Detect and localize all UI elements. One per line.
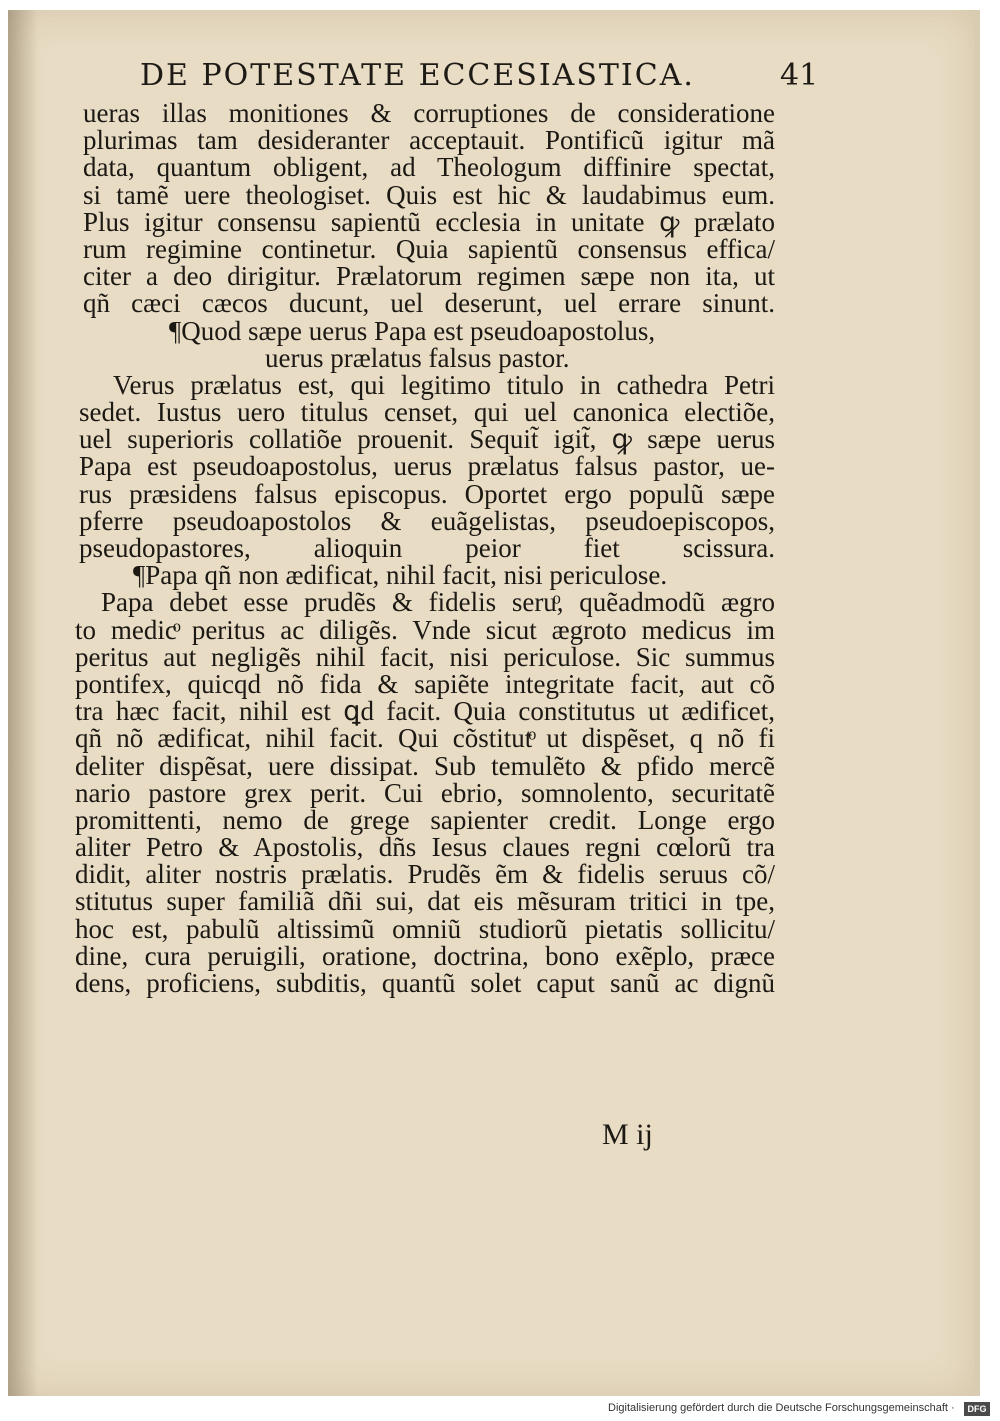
text-line: aliter Petro & Apostolis, dñs Iesus claues regni cœlorũ tra	[75, 832, 775, 863]
section-heading-line: ¶Quod sæpe uerus Papa est pseudoapostolus,	[169, 315, 656, 346]
text-line: dine, cura peruigili, oratione, doctrina, bono exẽplo, præce	[75, 940, 775, 971]
text-line: qñ cæci cæcos ducunt, uel deserunt, uel errare sinunt.	[83, 288, 775, 319]
running-head	[140, 58, 940, 98]
text-line: si tamẽ uere theologiset. Quis est hic & laudabimus eum.	[83, 179, 775, 210]
dfg-logo-badge: DFG	[964, 1402, 990, 1416]
signature-mark: M ij	[602, 1118, 653, 1151]
text-line: peritus aut negligẽs nihil facit, nisi periculose. Sic summus	[75, 641, 775, 672]
text-line: deliter dispẽsat, uere dissipat. Sub temulẽto & pfido mercẽ	[75, 750, 775, 781]
text-line: sedet. Iustus uero titulus censet, qui uel canonica electiõe,	[79, 397, 775, 428]
digitization-credit: Digitalisierung gefördert durch die Deutsche Forschungsgemeinschaft ·	[608, 1402, 955, 1414]
text-line: dens, proficiens, subditis, quantũ solet caput sanũ ac dignũ	[75, 968, 775, 998]
page-gutter-shadow	[8, 10, 38, 1396]
text-line: stitutus super familiã dñi sui, dat eis mẽsuram tritici in tpe,	[75, 886, 775, 917]
section-heading-line: ¶Papa qñ non ædificat, nihil facit, nisi periculose.	[133, 560, 668, 591]
text-line: didit, aliter nostris prælatis. Prudẽs ẽm & fidelis seruus cõ/	[75, 859, 775, 890]
section-heading-line: uerus prælatus falsus pastor.	[265, 342, 570, 373]
text-line: pontifex, quicqd nõ fida & sapiẽte integritate facit, aut cõ	[75, 668, 775, 699]
text-line: nario pastore grex perit. Cui ebrio, somnolento, securitatẽ	[75, 777, 775, 808]
text-line: rum regimine continetur. Quia sapientũ consensus effica/	[83, 233, 775, 264]
text-line: pferre pseudoapostolos & euãgelistas, pseudoepiscopos,	[79, 505, 775, 536]
text-line: ueras illas monitiones & corruptiones de consideratione	[83, 98, 775, 128]
page-text-body	[75, 100, 775, 997]
text-line: pseudopastores, alioquin peior fiet scissura.	[79, 533, 775, 563]
text-line: uel superioris collatiõe prouenit. Sequit̃ igit̃, ꝙ sæpe uerus	[79, 424, 775, 455]
running-title: DE POTESTATE ECCESIASTICA.	[140, 58, 695, 93]
text-line: Plus igitur consensu sapientũ ecclesia in unitate ꝙ prælato	[83, 206, 775, 237]
text-line: plurimas tam desideranter acceptauit. Pontificũ igitur mã	[83, 125, 775, 156]
folio-number: 41	[780, 58, 819, 93]
text-line: promittenti, nemo de grege sapienter credit. Longe ergo	[75, 804, 775, 835]
text-line: to medicͦ peritus ac diligẽs. Vnde sicut ægroto medicus im	[75, 614, 775, 645]
text-line: Verus prælatus est, qui legitimo titulo in cathedra Petri	[113, 369, 775, 400]
text-line: citer a deo dirigitur. Prælatorum regimen sæpe non ita, ut	[83, 261, 775, 292]
text-line: data, quantum obligent, ad Theologum diffinire spectat,	[83, 152, 775, 183]
text-line: qñ nõ ædificat, nihil facit. Qui cõstitutͦ ut dispẽset, q nõ fi	[75, 723, 775, 754]
text-line: rus præsidens falsus episcopus. Oportet ergo populũ sæpe	[79, 478, 775, 509]
text-line: Papa debet esse prudẽs & fidelis seruͦ, quẽadmodũ ægro	[101, 587, 775, 618]
text-line: hoc est, pabulũ altissimũ omniũ studiorũ pietatis sollicitu/	[75, 913, 775, 944]
text-line: Papa est pseudoapostolus, uerus prælatus falsus pastor, ue-	[79, 451, 775, 482]
text-line: tra hæc facit, nihil est ꝗd facit. Quia constitutus ut ædificet,	[75, 696, 775, 727]
